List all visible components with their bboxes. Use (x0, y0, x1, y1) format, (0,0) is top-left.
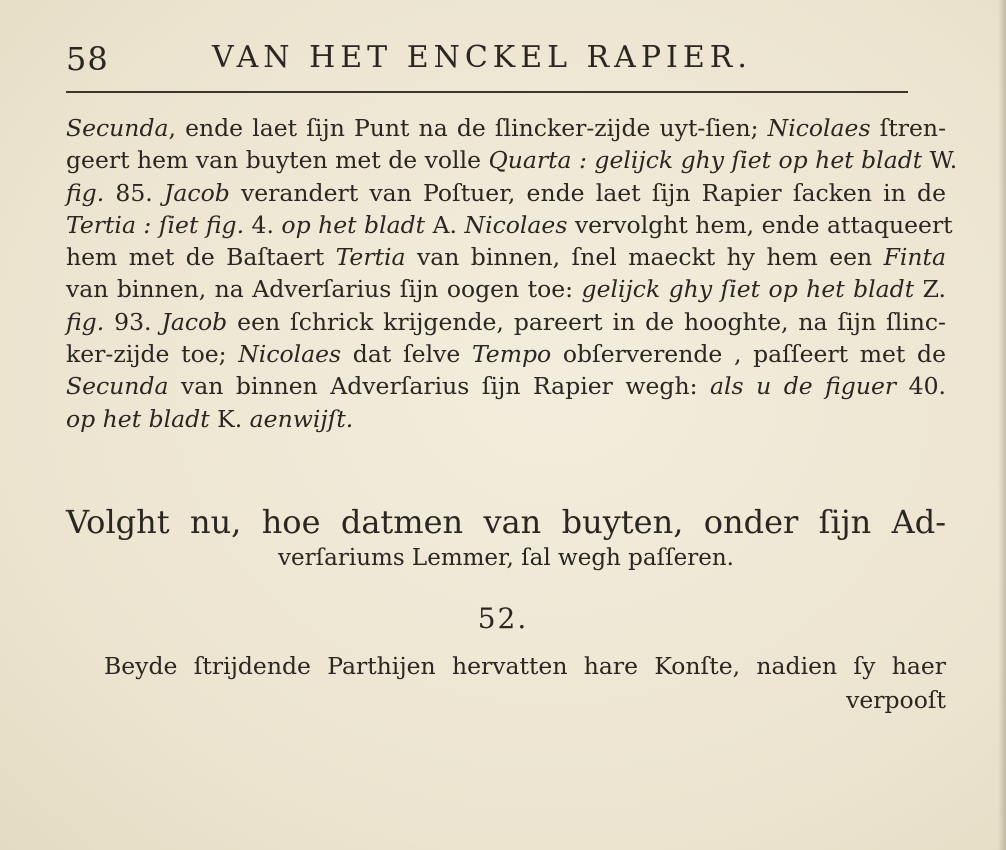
italic-run: Secunda (66, 372, 169, 401)
text-run: van binnen, ſnel maeckt hy hem een (405, 243, 884, 272)
section-heading-line-2: verſariums Lemmer, ſal wegh paſſeren. (278, 545, 734, 571)
paragraph-1-line (66, 273, 946, 305)
paragraph-1-line (66, 403, 946, 435)
italic-run: aenwijſt. (249, 404, 354, 433)
paragraph-1-line (66, 306, 946, 338)
text-run: van binnen, na Adverſarius ſijn oogen toe: (66, 275, 582, 304)
paragraph-1-line (66, 338, 946, 370)
text-run: W. (922, 146, 958, 175)
text-run: 40. (896, 372, 947, 401)
paragraph-2 (104, 650, 946, 682)
text-run: een ſchrick krijgende, pareert in de hooghte, na ſijn ſlinc- (227, 307, 946, 336)
italic-run: Jacob (163, 178, 230, 207)
italic-run: Nicolaes (464, 210, 568, 239)
text-run: 4. (244, 210, 282, 239)
italic-run: Tempo (471, 340, 552, 369)
section-heading-line-1: Volght nu, hoe datmen van buyten, onder ſijn Ad- (66, 503, 946, 541)
text-run: van binnen Adverſarius ſijn Rapier wegh: (168, 372, 710, 401)
page-header (66, 34, 906, 84)
paragraph-1-line (66, 144, 958, 176)
page-number: 58 (66, 40, 109, 78)
text-run: Z. (914, 275, 946, 304)
text-run: verandert van Poſtuer, ende laet ſijn Rapier ſacken in de (229, 178, 946, 207)
italic-run: als u de figuer (710, 372, 897, 401)
header-rule (66, 91, 908, 93)
italic-run: Secunda (66, 114, 169, 142)
paragraph-1-line (66, 177, 946, 209)
catchword: verpooſt (846, 686, 946, 714)
paragraph-1-line (66, 370, 946, 402)
italic-run: fig. (66, 307, 105, 336)
text-run: ſtren- (870, 114, 947, 142)
text-run: K. (209, 404, 250, 433)
text-run: dat ſelve (341, 340, 472, 369)
italic-run: op het bladt (281, 210, 426, 239)
text-run: 85. (104, 178, 164, 207)
paragraph-1 (66, 112, 958, 435)
italic-run: Quarta : gelijck ghy ſiet op het bladt (488, 146, 923, 175)
italic-run: gelijck ghy ſiet op het bladt (581, 275, 915, 304)
italic-run: Tertia (335, 243, 406, 272)
text-run: geert hem van buyten met de volle (66, 146, 489, 175)
paragraph-1-line (66, 112, 946, 144)
text-run: vervolght hem, ende attaqueert (567, 210, 953, 239)
text-run: hem met de Baſtaert (66, 243, 336, 272)
italic-run: op het bladt (66, 404, 210, 433)
italic-run: fig. (66, 178, 105, 207)
italic-run: Jacob (161, 307, 228, 336)
section-heading (66, 502, 946, 574)
text-run: A. (425, 210, 465, 239)
italic-run: Nicolaes (767, 114, 871, 142)
italic-run: Finta (883, 243, 947, 272)
paragraph-1-line (66, 241, 946, 273)
text-run: 93. (104, 307, 162, 336)
running-title: VAN HET ENCKEL RAPIER. (212, 40, 752, 75)
text-run: ker-zijde toe; (66, 340, 239, 369)
italic-run: Tertia : ſiet fig. (66, 210, 245, 239)
paragraph-2-line-1: Beyde ſtrijdende Parthijen hervatten hare Konſte, nadien ſy haer (104, 652, 946, 680)
page-edge-shadow (998, 0, 1006, 850)
text-run: , ende laet ſijn Punt na de ſlincker-zijde uyt-ſien; (168, 114, 768, 142)
section-number: 52. (477, 602, 529, 635)
text-run: obſerverende , paſſeert met de (551, 340, 946, 369)
italic-run: Nicolaes (238, 340, 342, 369)
paragraph-1-line (66, 209, 953, 241)
